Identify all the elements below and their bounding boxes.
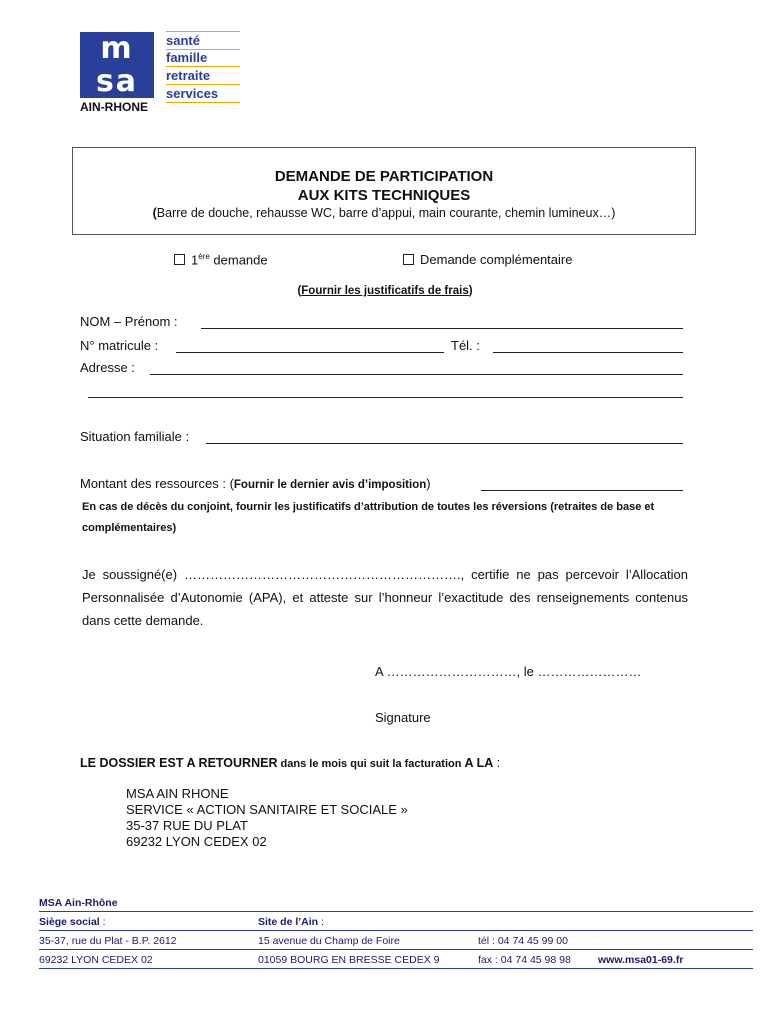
- footer-rule-4: [39, 968, 753, 969]
- label-montant-bold: Fournir le dernier avis d’imposition: [233, 479, 427, 491]
- input-adresse-1[interactable]: [150, 361, 683, 375]
- input-nom-prenom[interactable]: [201, 315, 683, 329]
- footer-site-colon: :: [318, 916, 324, 928]
- footer-rule-2: [39, 930, 753, 931]
- footer-siege-label: Siège social: [39, 916, 100, 928]
- return-end: A LA: [464, 756, 494, 770]
- address-line-3: 35-37 RUE DU PLAT: [126, 818, 248, 833]
- field-montant: [80, 476, 431, 491]
- footer-fax: fax : 04 74 45 98 98: [478, 954, 571, 966]
- option-complementary-request[interactable]: [403, 252, 572, 267]
- logo-tag-sante: santé: [166, 31, 240, 50]
- checkbox-complementary-request[interactable]: [403, 254, 414, 265]
- place-date-line: A …………………………, le ……………………: [375, 664, 642, 679]
- label-matricule: N° matricule :: [80, 338, 159, 353]
- logo-letters-bottom: sa: [95, 64, 139, 99]
- footer-tel: tél : 04 74 45 99 00: [478, 935, 568, 947]
- footer-rule-3: [39, 949, 753, 950]
- input-tel[interactable]: [493, 339, 683, 353]
- signature-label: Signature: [375, 710, 431, 725]
- label-situation-familiale: Situation familiale :: [80, 429, 190, 444]
- option-first-request[interactable]: [174, 252, 268, 267]
- option-first-prefix: 1: [191, 252, 199, 268]
- return-middle: dans le mois qui suit la facturation: [277, 758, 465, 770]
- logo-region: AIN-RHONE: [80, 100, 148, 114]
- title-line-2: AUX KITS TECHNIQUES: [297, 187, 471, 204]
- title-subtitle-paren: (: [152, 206, 157, 220]
- title-line-1: DEMANDE DE PARTICIPATION: [274, 168, 494, 185]
- return-colon: :: [493, 756, 501, 770]
- option-first-sup: ère: [198, 252, 210, 261]
- checkbox-first-request[interactable]: [174, 254, 185, 265]
- label-montant-close: ): [426, 476, 431, 491]
- input-matricule[interactable]: [176, 339, 444, 353]
- title-box: [72, 147, 696, 235]
- input-montant[interactable]: [481, 477, 683, 491]
- label-nom-prenom: NOM – Prénom :: [80, 314, 178, 329]
- address-line-1: MSA AIN RHONE: [126, 786, 229, 801]
- input-situation-familiale[interactable]: [206, 430, 683, 444]
- option-first-suffix: demande: [209, 252, 268, 268]
- input-adresse-2[interactable]: [88, 384, 683, 398]
- declaration-paragraph: Je soussigné(e) ………………………………………………………., certifie ne pas percevoir l’Allocation Personnalisée d’Autonomie (APA), et atteste sur l’honneur l’exactitude des renseignements contenus dans cette demande.: [82, 567, 688, 628]
- return-notice: [80, 756, 500, 770]
- title-subtitle-text: Barre de douche, rehausse WC, barre d’appui, main courante, chemin lumineux…): [156, 206, 616, 220]
- footer-site-heading: [258, 916, 324, 928]
- footer-site-line-2: 01059 BOURG EN BRESSE CEDEX 9: [258, 954, 440, 966]
- logo-tag-retraite: retraite: [166, 67, 240, 85]
- title-subtitle: [73, 206, 695, 220]
- return-lead: LE DOSSIER EST A RETOURNER: [80, 756, 278, 770]
- msa-logo-letters: [80, 32, 154, 98]
- logo-tag-services: services: [166, 85, 240, 103]
- field-nom-prenom: [80, 314, 178, 329]
- footer-website-link[interactable]: www.msa01-69.fr: [598, 954, 684, 966]
- logo-letters-top: m: [100, 31, 134, 66]
- justif-open: (: [297, 285, 302, 297]
- justif-close: ): [468, 285, 473, 297]
- option-complementary-label: Demande complémentaire: [420, 252, 573, 267]
- justif-text: Fournir les justificatifs de frais: [301, 285, 469, 297]
- footer-siege-heading: [39, 916, 106, 928]
- label-montant: Montant des ressources : (: [80, 476, 234, 491]
- footer-rule-1: [39, 911, 753, 912]
- label-adresse: Adresse :: [80, 360, 135, 375]
- notice-deces: En cas de décès du conjoint, fournir les justificatifs d’attribution de toutes les réversions (retraites de base et complémentaires): [82, 501, 655, 534]
- footer-site-line-1: 15 avenue du Champ de Foire: [258, 935, 400, 947]
- footer-site-label: Site de l’Ain: [258, 916, 319, 928]
- label-tel: Tél. :: [451, 338, 480, 353]
- footer-siege-colon: :: [99, 916, 106, 928]
- footer-org: MSA Ain-Rhône: [39, 897, 118, 909]
- return-address: [126, 786, 408, 850]
- justif-note: [0, 285, 770, 297]
- address-line-4: 69232 LYON CEDEX 02: [126, 834, 267, 849]
- footer-siege-line-1: 35-37, rue du Plat - B.P. 2612: [39, 935, 177, 947]
- footer-siege-line-2: 69232 LYON CEDEX 02: [39, 954, 153, 966]
- logo-tag-famille: famille: [166, 49, 240, 67]
- field-matricule: [80, 338, 158, 353]
- address-line-2: SERVICE « ACTION SANITAIRE ET SOCIALE »: [126, 802, 408, 817]
